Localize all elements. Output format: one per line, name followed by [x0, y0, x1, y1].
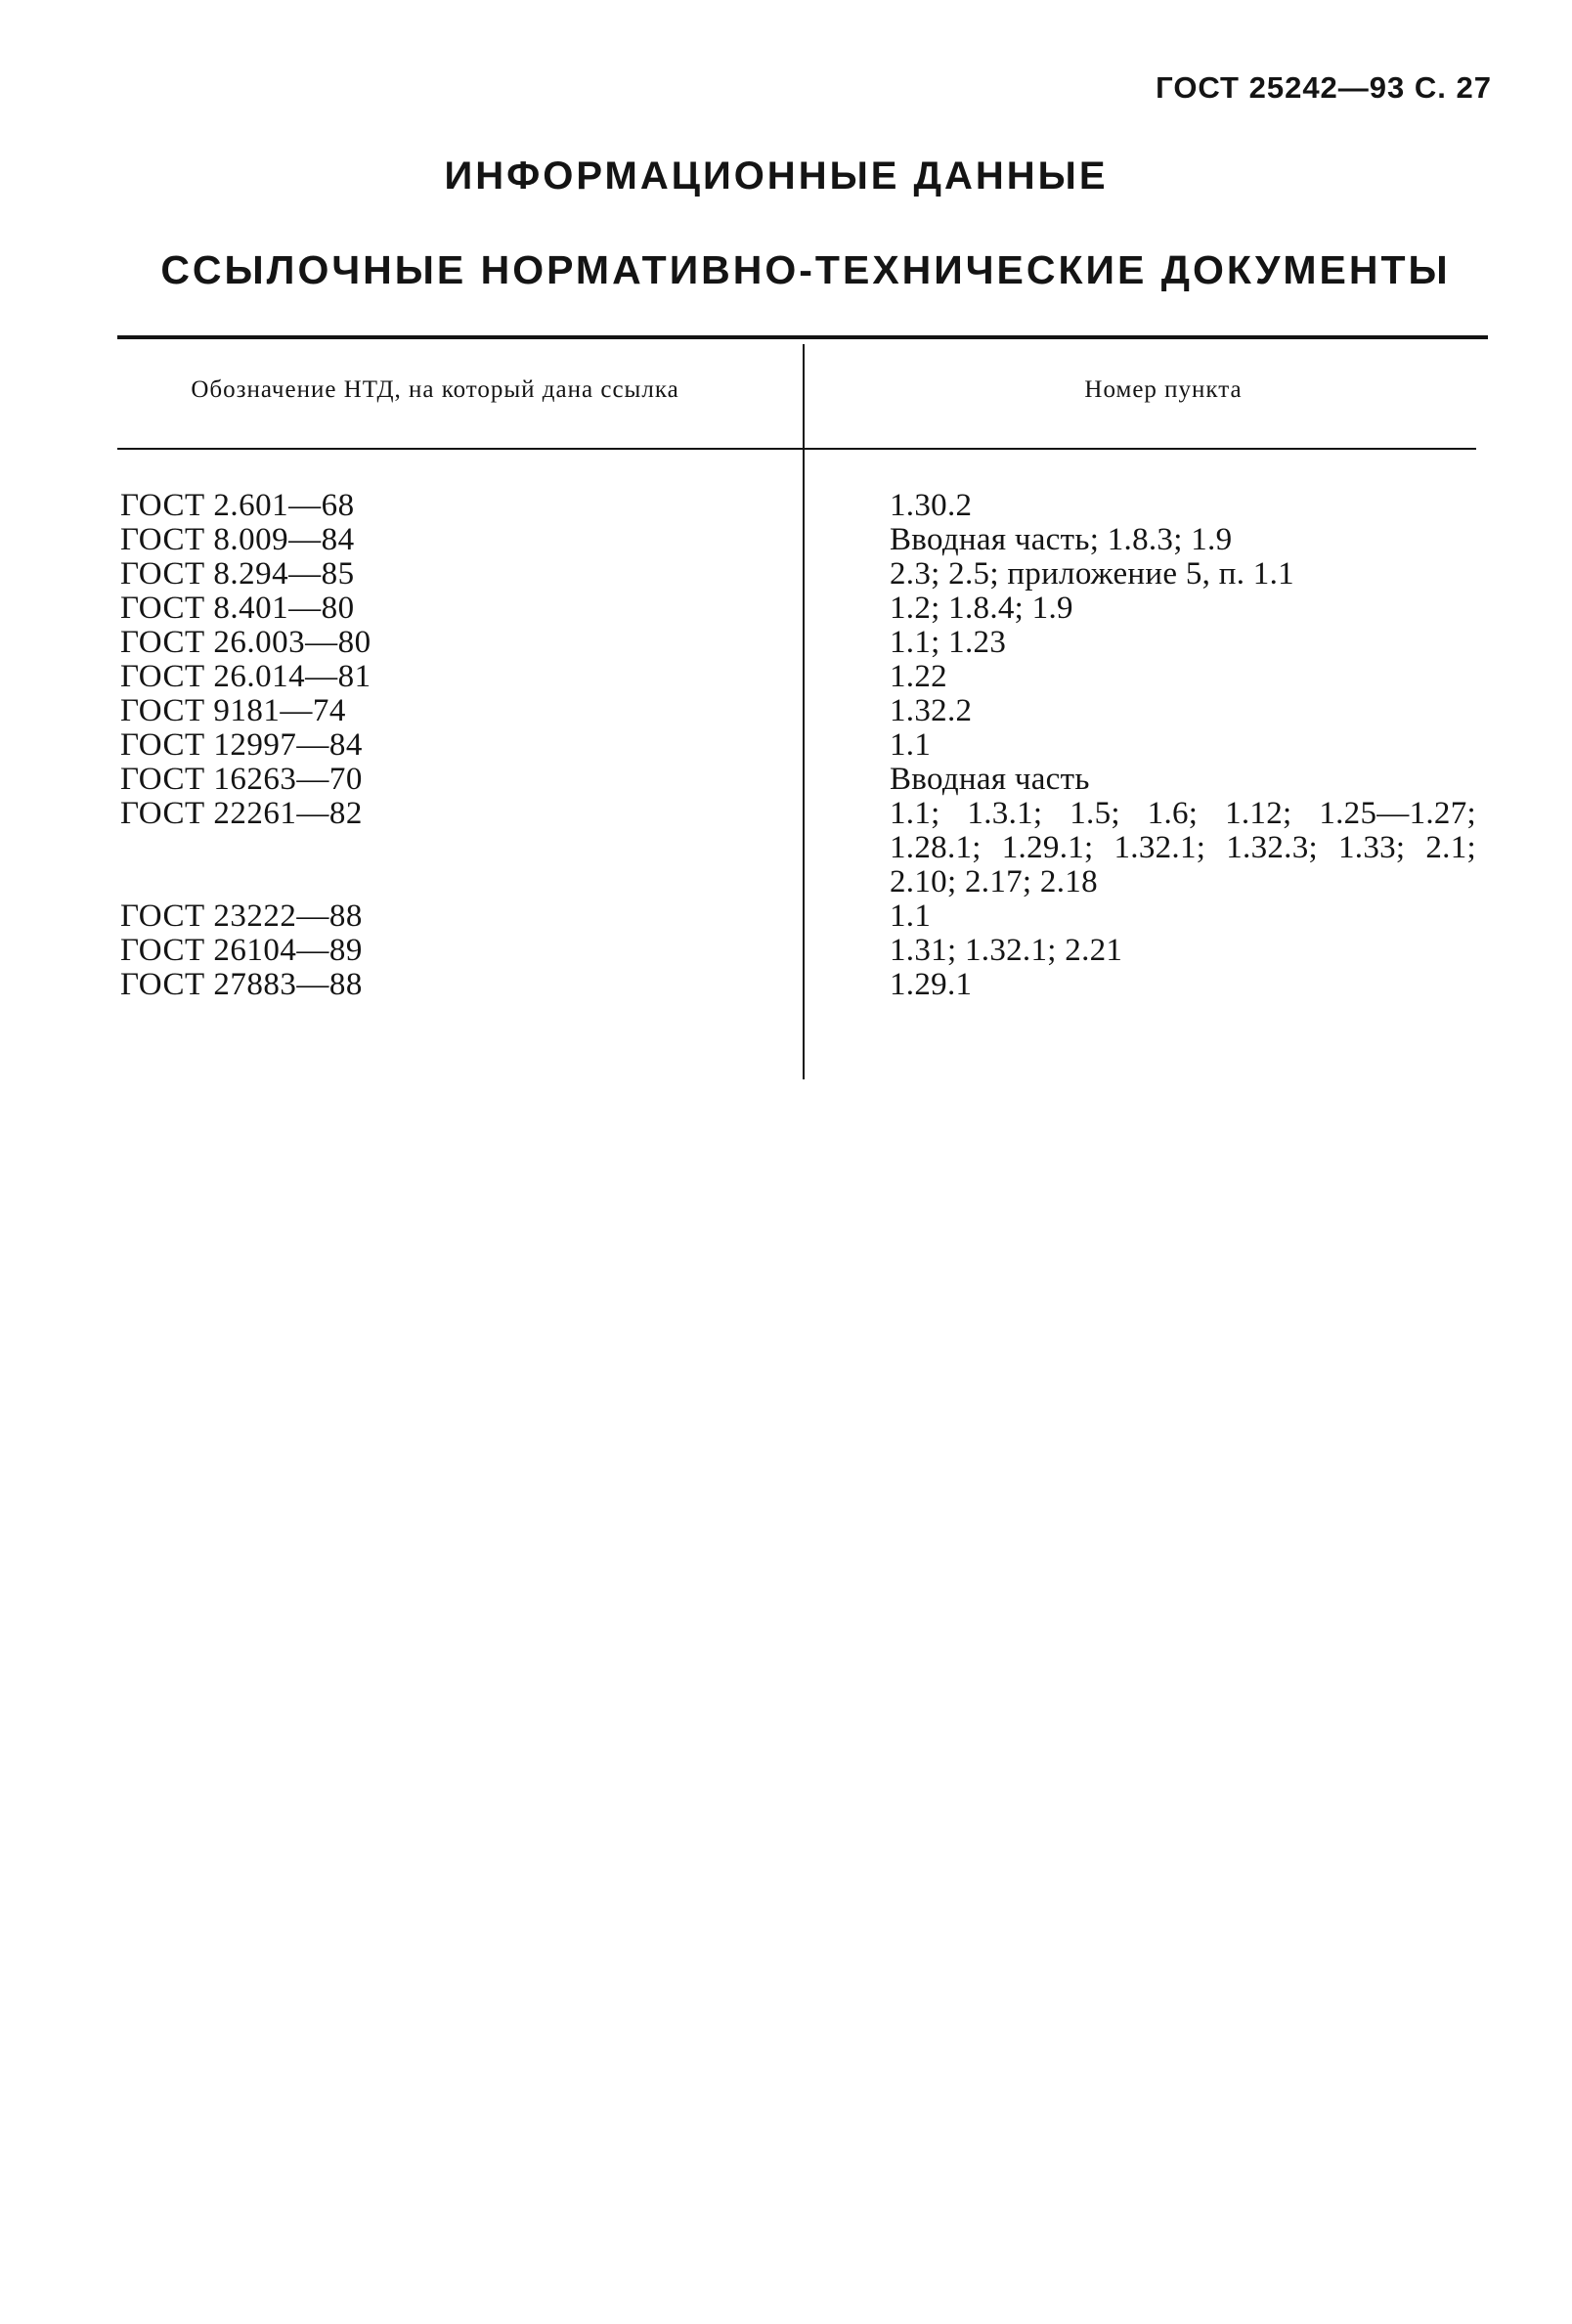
document-designation: ГОСТ 12997—84	[120, 727, 363, 763]
document-designation: ГОСТ 26104—89	[120, 933, 363, 968]
table-header-rule	[117, 448, 1476, 450]
document-designation: ГОСТ 2.601—68	[120, 488, 355, 523]
clause-numbers: 1.32.2	[890, 693, 973, 728]
document-designation: ГОСТ 23222—88	[120, 899, 363, 934]
column-header-clause: Номер пункта	[1084, 376, 1243, 403]
section-subtitle: ССЫЛОЧНЫЕ НОРМАТИВНО-ТЕХНИЧЕСКИЕ ДОКУМЕНТЫ	[160, 247, 1451, 292]
clause-numbers: 1.1	[890, 899, 932, 934]
document-designation: ГОСТ 27883—88	[120, 967, 363, 1002]
document-designation: ГОСТ 22261—82	[120, 796, 363, 831]
table-row	[0, 968, 1572, 1002]
table-row	[0, 660, 1572, 694]
table-row	[0, 626, 1572, 660]
clause-numbers: 2.3; 2.5; приложение 5, п. 1.1	[890, 556, 1294, 592]
document-designation: ГОСТ 26.014—81	[120, 659, 371, 694]
reference-table	[0, 489, 1572, 1002]
clause-numbers: Вводная часть	[890, 762, 1090, 797]
clause-numbers: 1.2; 1.8.4; 1.9	[890, 591, 1073, 626]
document-designation: ГОСТ 26.003—80	[120, 625, 371, 660]
table-row	[0, 899, 1572, 934]
table-top-rule	[117, 335, 1488, 339]
document-designation: ГОСТ 8.009—84	[120, 522, 355, 557]
clause-numbers: 1.1; 1.3.1; 1.5; 1.6; 1.12; 1.25—1.27; 1.28.1; 1.29.1; 1.32.1; 1.32.3; 1.33; 2.1; 2.10; 2.17; 2.18	[890, 796, 1476, 899]
table-row	[0, 728, 1572, 763]
clause-numbers: 1.31; 1.32.1; 2.21	[890, 933, 1123, 968]
table-row	[0, 557, 1572, 592]
document-designation: ГОСТ 8.294—85	[120, 556, 355, 592]
clause-numbers: Вводная часть; 1.8.3; 1.9	[890, 522, 1233, 557]
table-row	[0, 763, 1572, 797]
table-row	[0, 592, 1572, 626]
page-header: ГОСТ 25242—93 С. 27	[1156, 70, 1492, 105]
table-row	[0, 934, 1572, 968]
section-title: ИНФОРМАЦИОННЫЕ ДАННЫЕ	[444, 154, 1109, 197]
clause-numbers: 1.1; 1.23	[890, 625, 1007, 660]
table-row	[0, 523, 1572, 557]
clause-numbers: 1.30.2	[890, 488, 973, 523]
table-row	[0, 694, 1572, 728]
clause-numbers: 1.1	[890, 727, 932, 763]
table-row	[0, 489, 1572, 523]
document-designation: ГОСТ 8.401—80	[120, 591, 355, 626]
document-designation: ГОСТ 9181—74	[120, 693, 346, 728]
clause-numbers: 1.29.1	[890, 967, 973, 1002]
document-designation: ГОСТ 16263—70	[120, 762, 363, 797]
column-header-document: Обозначение НТД, на который дана ссылка	[191, 376, 679, 403]
table-row	[0, 797, 1572, 899]
clause-numbers: 1.22	[890, 659, 947, 694]
